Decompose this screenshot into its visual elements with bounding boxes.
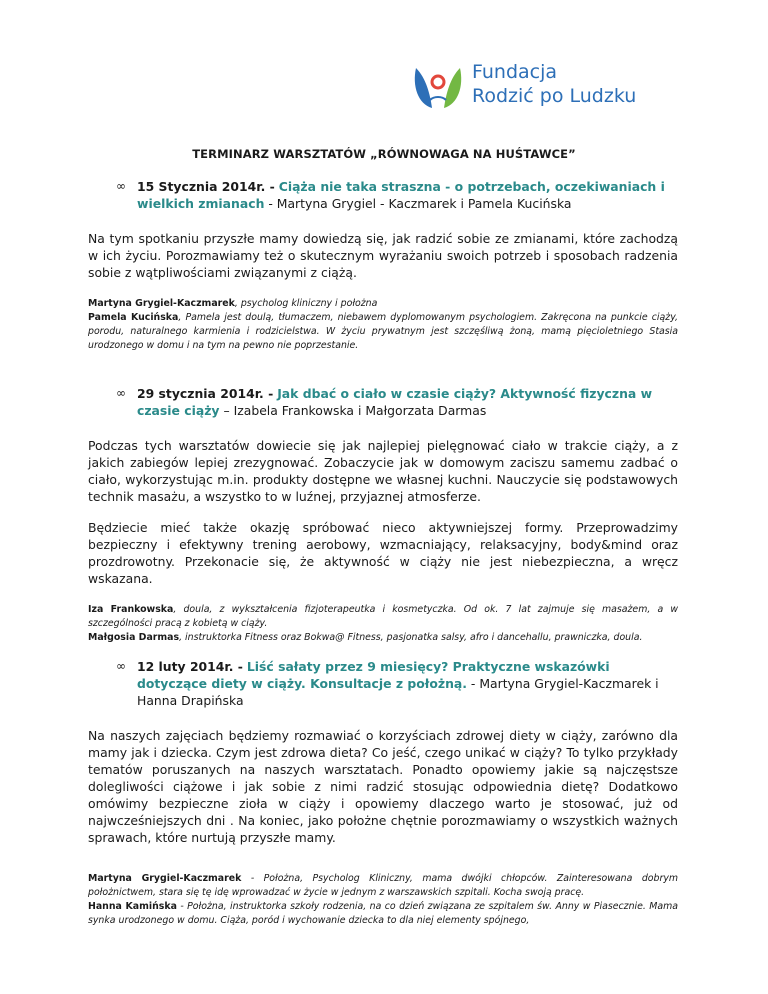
trainer-name: Martyna Grygiel-Kaczmarek	[88, 298, 235, 309]
session-topic: Liść sałaty przez 9 miesięcy? Praktyczne wskazówki dotyczące diety w ciąży. Konsultacje z położną.	[137, 659, 610, 691]
session-3	[88, 658, 678, 928]
session-2-heading	[88, 385, 678, 419]
trainer-bio-text: , instruktorka Fitness oraz Bokwa@ Fitness, pasjonatka salsy, afro i dancehallu, prawniczka, doula.	[179, 632, 643, 643]
session-3-heading	[88, 658, 678, 709]
session-date: 12 luty 2014r. -	[137, 659, 243, 674]
bullet-icon: ∞	[116, 659, 126, 673]
trainer-bio-text: , psycholog kliniczny i położna	[234, 298, 378, 309]
trainer-bio	[88, 631, 678, 645]
trainer-bio-text: , Pamela jest doulą, tłumaczem, niebawem dyplomowanym psychologiem. Zakręcona na punkcie ciąży, porodu, naturalnego karmienia i rodzicielstwa. W życiu prywatnym jest szczęśliwą żoną, mamą pięcioletniego Stasia urodzonego w domu i na tym na pewno nie poprzestanie.	[88, 312, 678, 351]
trainer-name: Hanna Kamińska	[88, 901, 177, 912]
page-title: TERMINARZ WARSZTATÓW „RÓWNOWAGA NA HUŚTAWCE”	[192, 147, 576, 161]
bullet-icon: ∞	[116, 386, 126, 400]
session-2	[88, 385, 678, 645]
trainer-name: Pamela Kucińska	[88, 312, 179, 323]
trainer-name: Martyna Grygiel-Kaczmarek	[88, 873, 242, 884]
trainer-bio	[88, 872, 678, 900]
trainer-name: Małgosia Darmas	[88, 632, 180, 643]
trainer-bio	[88, 297, 678, 311]
trainer-bio	[88, 900, 678, 928]
session-1	[88, 178, 678, 353]
trainer-name: Iza Frankowska	[88, 604, 174, 615]
trainer-bio	[88, 311, 678, 353]
trainer-bio-text: , doula, z wykształcenia fizjoterapeutka i kosmetyczka. Od ok. 7 lat zajmuje się masażem, a w szczególności pracą z kobietą w ciąży.	[88, 604, 678, 629]
logo-mark-icon	[408, 56, 468, 116]
foundation-logo	[408, 56, 688, 116]
bullet-icon: ∞	[116, 179, 126, 193]
trainer-bio	[88, 603, 678, 631]
session-description: Na tym spotkaniu przyszłe mamy dowiedzą się, jak radzić sobie ze zmianami, które zachodzą w ich życiu. Porozmawiamy też o skutecznym wyrażaniu swoich potrzeb i sposobach radzenia sobie z wątpliwościami związanymi z ciążą.	[88, 231, 678, 280]
session-topic: Jak dbać o ciało w czasie ciąży? Aktywność fizyczna w czasie ciąży	[137, 386, 653, 418]
logo-line-1: Fundacja	[472, 61, 558, 83]
session-trainers: - Martyna Grygiel-Kaczmarek i Hanna Drapińska	[137, 676, 659, 708]
trainer-bio-text: - Położna, instruktorka szkoły rodzenia, na co dzień związana ze szpitalem św. Anny w Piasecznie. Mama synka urodzonego w domu. Ciąża, poród i wychowanie dziecka to dla niej elementy spójnego,	[88, 901, 678, 926]
session-trainers: - Martyna Grygiel - Kaczmarek i Pamela Kucińska	[264, 196, 572, 211]
session-description: Na naszych zajęciach będziemy rozmawiać o korzyściach zdrowej diety w ciąży, zarówno dla mamy jak i dziecka. Czym jest zdrowa dieta? Co jeść, czego unikać w ciąży? To tylko przykłady tematów poruszanych na naszych warsztatach. Ponadto opowiemy jakie są najczęstsze dolegliwości ciążowe i jak sobie z nimi radzić stosując odpowiednia dietę? Dodatkowo omówimy bezpieczne zioła w ciąży i opowiemy dlaczego warto je stosować, już od najwcześniejszych dni . Na koniec, jako położne chętnie porozmawiamy o wszystkich ważnych sprawach, które nurtują przyszłe mamy.	[88, 728, 678, 845]
session-topic: Ciąża nie taka straszna - o potrzebach, oczekiwaniach i wielkich zmianach	[137, 179, 665, 211]
session-1-heading	[88, 178, 678, 212]
session-description: Podczas tych warsztatów dowiecie się jak najlepiej pielęgnować ciało w trakcie ciąży, a z jakich zabiegów lepiej zrezygnować. Zobaczycie jak w domowym zaciszu samemu zadbać o ciało, wykorzystując m.in. produkty dostępne we własnej kuchni. Nauczycie się podstawowych technik masażu, a wszystko to w luźnej, przyjaznej atmosferze.	[88, 438, 678, 504]
session-date: 29 stycznia 2014r. -	[137, 386, 274, 401]
session-trainers: – Izabela Frankowska i Małgorzata Darmas	[219, 403, 487, 418]
session-description: Będziecie mieć także okazję spróbować nieco aktywniejszej formy. Przeprowadzimy bezpieczny i efektywny trening aerobowy, wzmacniający, relaksacyjny, body&mind oraz prozdrowotny. Przekonacie się, że aktywność w ciąży nie jest niebezpieczna, a wręcz wskazana.	[88, 520, 678, 586]
trainer-bio-text: - Położna, Psycholog Kliniczny, mama dwójki chłopców. Zainteresowana dobrym położnictwem, stara się tę idę wprowadzać w życie w jednym z warszawskich szpitali. Kocha swoją pracę.	[88, 873, 679, 898]
logo-text	[472, 60, 636, 108]
logo-line-2: Rodzić po Ludzku	[472, 85, 637, 107]
session-date: 15 Stycznia 2014r. -	[137, 179, 275, 194]
